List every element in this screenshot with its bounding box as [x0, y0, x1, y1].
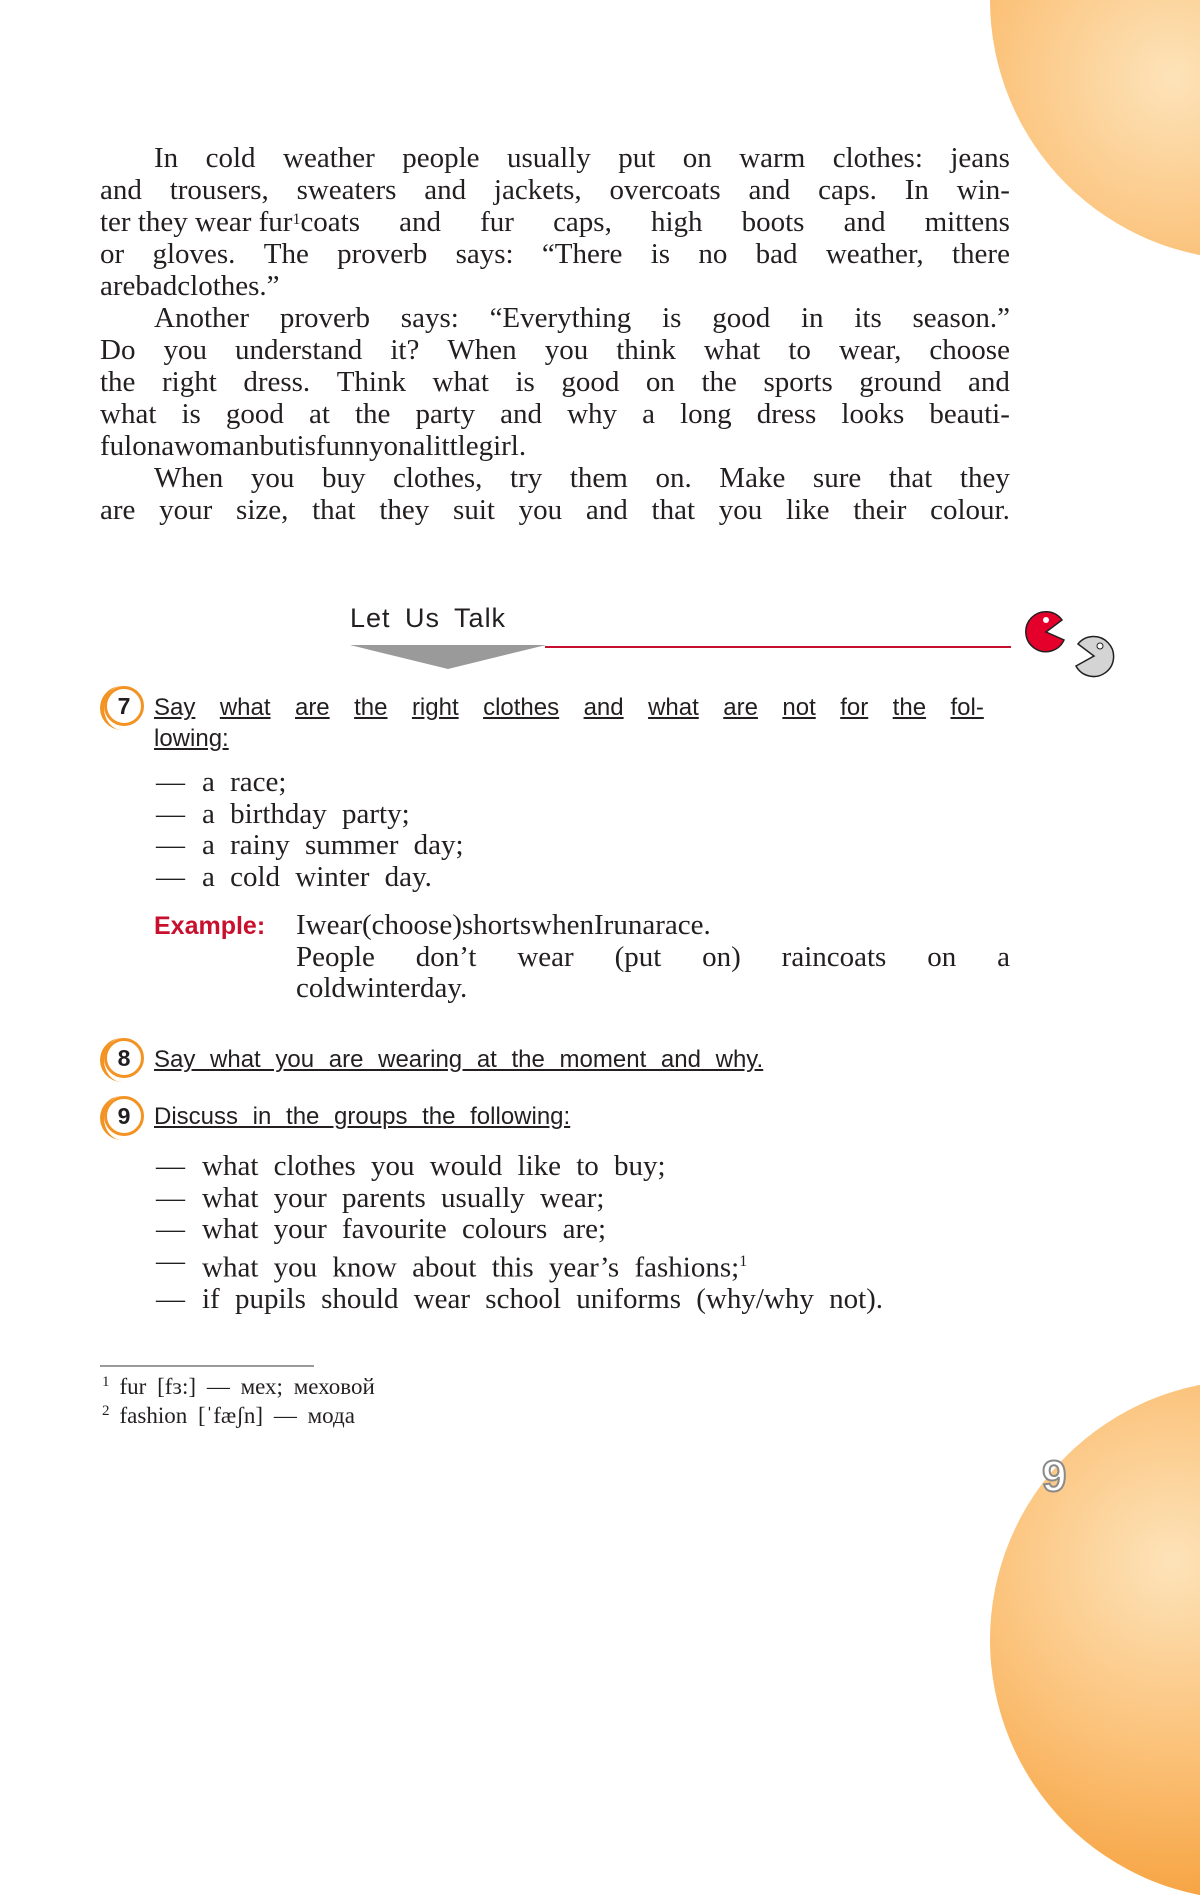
text-line: what is good at the party and why a long dress looks beauti-: [100, 398, 1010, 430]
page-number: 9: [1042, 1452, 1067, 1501]
exercise-8-badge: 8: [104, 1038, 144, 1078]
list-item: — a race;: [156, 766, 287, 798]
footnote-divider: [100, 1365, 314, 1367]
text-line: are your size, that they suit you and that you like their colour.: [100, 494, 1010, 526]
list-item: — what you know about this year’s fashions;$^1$: [156, 1244, 748, 1284]
section-rule: [545, 646, 1011, 648]
down-arrow-icon: [350, 645, 546, 669]
text-line: ter they wear fur$^1$ coats and fur caps, high boots and mittens: [100, 206, 1010, 238]
corner-decoration-bottom: [990, 1380, 1200, 1900]
text-line: and trousers, sweaters and jackets, overcoats and caps. In win-: [100, 174, 1010, 206]
example-text: I wear (choose) shorts when I run a race. People don’t wear (put on) raincoats on a cold winter day.: [296, 909, 1010, 1004]
text-line: Do you understand it? When you think what to wear, choose: [100, 334, 1010, 366]
example-label: Example:: [154, 912, 266, 940]
list-item: — if pupils should wear school uniforms (why/why not).: [156, 1282, 884, 1315]
exercise-8-instruction: Say what you are wearing at the moment and why.: [154, 1046, 764, 1073]
exercise-7-list: [156, 767, 464, 893]
exercise-7-badge: 7: [104, 686, 144, 726]
list-item: — a birthday party;: [156, 797, 410, 830]
text-line: are bad clothes.”: [100, 270, 280, 302]
list-item: — what clothes you would like to buy;: [156, 1150, 666, 1182]
text-line: In cold weather people usually put on warm clothes: jeans: [154, 142, 1010, 174]
text-line: Another proverb says: “Everything is good in its season.”: [154, 302, 1010, 334]
exercise-7-instruction: Say what are the right clothes and what are not for the fol- lowing:: [154, 694, 984, 752]
pacman-red-icon: [1022, 608, 1072, 654]
footnote-ref: 1: [739, 1252, 748, 1270]
exercise-9-instruction: Discuss in the groups the following:: [154, 1103, 571, 1130]
exercise-9-list: [156, 1151, 883, 1315]
section-title: Let Us Talk: [350, 603, 507, 633]
text-line: ful on a woman but is funny on a little girl.: [100, 430, 527, 462]
text-line: or gloves. The proverb says: “There is no bad weather, there: [100, 238, 1010, 270]
footnote-1: $^1$ fur [fɜ:] — мех; меховой: [102, 1374, 375, 1399]
footnote-2: $^2$ fashion [ˈfæʃn] — мода: [102, 1403, 355, 1428]
text-line: When you buy clothes, try them on. Make sure that they: [154, 462, 1010, 494]
intro-paragraphs: [100, 142, 1010, 526]
pacman-gray-icon: [1070, 630, 1120, 678]
list-item: — what your parents usually wear;: [156, 1181, 605, 1214]
footnote-ref: 1: [292, 211, 301, 228]
corner-decoration-top: [990, 0, 1200, 260]
list-item: — a rainy summer day;: [156, 829, 464, 861]
text-line: the right dress. Think what is good on the sports ground and: [100, 366, 1010, 398]
exercise-9-badge: 9: [104, 1096, 144, 1136]
list-item: — what your favourite colours are;: [156, 1213, 607, 1245]
list-item: — a cold winter day.: [156, 860, 432, 893]
